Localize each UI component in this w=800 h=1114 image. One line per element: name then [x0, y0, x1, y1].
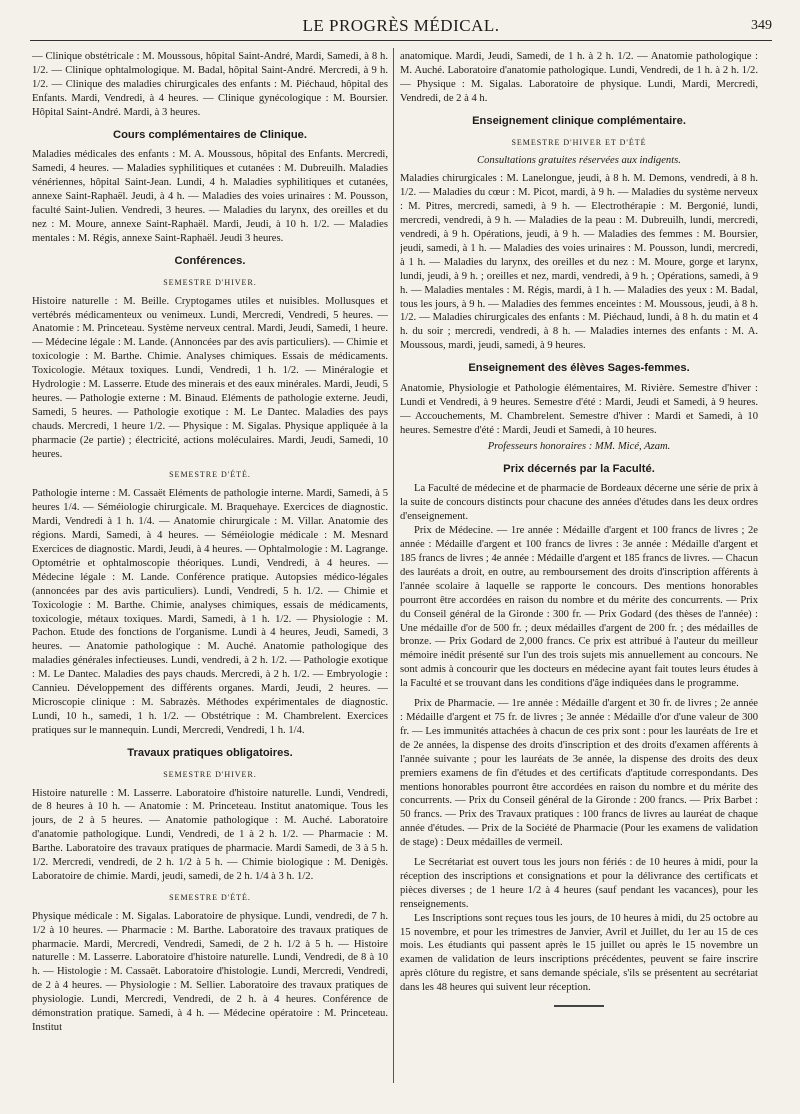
semestre-hiver-ete-label: SEMESTRE D'HIVER ET D'ÉTÉ: [511, 137, 647, 147]
prix-medecine-paragraph: Prix de Médecine. — 1re année : Médaille d'argent et 100 francs de livres ; 2e année : Médaille d'argent et 100 francs de livres : 3e année : Médaille d'argent et 185 francs de livres ; 4e année : Médaille d'argent et 185 francs de livres. — Chacun des lauréats a droit, en outre, au remboursement des droits d'inscription afférents à l'année scolaire à laquelle se rapporte le concours. Des mentions honorables pourront être accordées en raison du nombre et du mérite des concurrents. — Prix du Conseil général de la Gironde : 300 fr. — Prix Godard (des thèses de l'année) : Une médaille d'or de 500 fr. ; deux médailles d'argent de 200 fr. ; des médailles de bronze. — Prix Godard de 2,000 francs. Ce prix est attribué à l'auteur du meilleur mémoire inédit présenté sur l'un des trois sujets mis annuellement au concours. Ne sont admis à concourir que les docteurs en médecine ayant fait toutes leurs études à la Faculté et se trouvant dans les conditions d'âge indiquées dans le programme.: [400, 525, 758, 690]
cours-paragraph: Maladies médicales des enfants : M. A. Moussous, hôpital des Enfants. Mercredi, Samedi, 4 heures. — Maladies syphilitiques et cutanées : M. Dubreuilh. Maladies vénériennes, hôpital Saint-Jean. Lundi, 4 h. Maladies syphilitiques et cutanées, annexe Saint-Raphaël. Jeudi, à 4 h. — Maladies des voies urinaires : M. Pousson, faculté Saint-Julien. Vendredi, 3 heures. — Maladies du larynx, des oreilles et du nez : M. Moure, annexe Saint-Raphaël. Mardi, Jeudi, à 10 h. 1/2. — Maladies mentales : M. Régis, annexe Saint-Raphaël. Jeudi 3 heures.: [32, 149, 388, 244]
semestre-hiver-label-2: SEMESTRE D'HIVER.: [163, 769, 257, 779]
page-number: 349: [751, 18, 772, 33]
semestre-ete-label-2: SEMESTRE D'ÉTÉ.: [169, 892, 251, 902]
end-ornament: [554, 1005, 604, 1009]
travaux-ete-paragraph: Physique médicale : M. Sigalas. Laboratoire de physique. Lundi, vendredi, de 7 h. 1/2 à 10 heures. — Pharmacie : M. Barthe. Laboratoire des travaux pratiques de pharmacie. Mardi, Mercredi, Vendredi, Samedi, de 2 h. 1/2 à 5 h. — Histoire naturelle : M. Lasserre. Laboratoire d'histoire naturelle. Lundi, Vendredi, de 8 à 10 h. — Histologie : M. Cassaët. Laboratoire d'histologie. Lundi, Mercredi, Vendredi, de 2 à 4 heures. — Physiologie : M. Sellier. Laboratoire des travaux pratiques de physiologie. Lundi, Mercredi, Vendredi, de 2 h. à 4 heures. Conférence de démonstration pratique. Samedi, à 4 h. — Médecine opératoire : M. Princeteau. Institut: [32, 910, 388, 1033]
prix-intro-paragraph: La Faculté de médecine et de pharmacie de Bordeaux décerne une série de prix à la suite de concours distincts pour chacune des années d'études dans les deux ordres d'enseignement.: [400, 483, 758, 523]
travaux-heading: Travaux pratiques obligatoires.: [127, 746, 293, 759]
prix-heading: Prix décernés par la Faculté.: [503, 462, 655, 475]
prix-pharmacie-paragraph: Prix de Pharmacie. — 1re année : Médaille d'argent et 30 fr. de livres ; 2e année : Médaille d'argent et 75 fr. de livres ; 3e année : Médaille d'or d'une valeur de 300 fr. — Les immunités attachées à chacun de ces prix sont : pour les lauréats de 1re et de 2e années, la dispense des droits d'inscription et des droits d'examen afférents à l'année suivante ; pour les lauréats de 3e année, la dispense des droits des deux premiers examens de fin d'études et des certificats d'aptitude correspondants. Des mentions honorables pourront être accordées en raison du nombre et du mérite des concurrents. — Prix du Conseil général de la Gironde : 200 francs. — Prix Barbet : 50 francs. — Prix des Travaux pratiques : 100 francs de livres au lauréat de chaque année d'études. — Prix de la Société de Pharmacie (Pour les examens de validation de stage) : Deux médailles de vermeil.: [400, 698, 758, 849]
conferences-heading: Conférences.: [174, 254, 246, 267]
enseignement-heading: Enseignement clinique complémentaire.: [472, 114, 686, 127]
secretariat-paragraph: Le Secrétariat est ouvert tous les jours non fériés : de 10 heures à midi, pour la réception des inscriptions et consignations et pour la délivrance des certificats et pièces diverses ; de 1 heure 1/2 à 4 heures (sauf pendant les vacances), pour les renseignements.: [400, 857, 758, 910]
right-column: [400, 50, 758, 1094]
cliniques-paragraph: — Clinique obstétricale : M. Moussous, hôpital Saint-André, Mardi, Samedi, à 8 h. 1/2. — Clinique ophtalmologique. M. Badal, hôpital Saint-André. Mercredi, à 9 h. 1/2. — Clinique des maladies chirurgicales des enfants : M. Piéchaud, hôpital des Enfants. Mardi, Vendredi, à 4 heures. — Clinique gynécologique : M. Boursier. Hôpital Saint-André. Mardi, à 3 heures.: [32, 51, 388, 118]
semestre-hiver-label: SEMESTRE D'HIVER.: [163, 277, 257, 287]
column-divider: [393, 48, 394, 1083]
professeurs-honoraires: Professeurs honoraires : MM. Micé, Azam.: [487, 440, 671, 452]
cours-heading: Cours complémentaires de Clinique.: [113, 128, 307, 141]
travaux-hiver-paragraph: Histoire naturelle : M. Lasserre. Laboratoire d'histoire naturelle. Lundi, Vendredi, de 8 heures à 10 h. — Anatomie : M. Princeteau. Institut anatomique. Tous les jours, de 2 à 5 heures. — Anatomie pathologique : M. Auché. Laboratoire d'anatomie pathologique. Lundi, Vendredi, de 1 à 2 h. 1/2. — Pharmacie : M. Barthe. Laboratoire des travaux pratiques de pharmacie. Mardi Samedi, de 3 à 5 h. 1/2. Mercredi, vendredi, de 2 h. 1/2 à 5 h. — Chimie biologique : M. Denigès. Laboratoire de chimie. Mardi, jeudi, samedi, de 2 h. 1/4 à 3 h. 1/2.: [32, 787, 388, 882]
page-header: [30, 10, 772, 41]
sages-femmes-heading: Enseignement des élèves Sages-femmes.: [468, 362, 690, 375]
left-column: [32, 50, 388, 1094]
consultations-subtitle: Consultations gratuites réservées aux indigents.: [477, 155, 681, 167]
sages-femmes-paragraph: Anatomie, Physiologie et Pathologie élémentaires, M. Rivière. Semestre d'hiver : Lundi et Vendredi, à 9 heures. Semestre d'été : Mardi, Jeudi et Samedi, à 9 heures. — Accouchements, M. Chambrelent. Semestre d'hiver : Mardi et Samedi, à 10 heures. Semestre d'été : Mardi, Jeudi et Samedi, à 10 heures.: [400, 383, 758, 436]
consultations-paragraph: Maladies chirurgicales : M. Lanelongue, jeudi, à 8 h. M. Demons, vendredi, à 8 h. 1/2. — Maladies du cœur : M. Picot, mardi, à 9 h. — Maladies du système nerveux : M. Pitres, mercredi, samedi, à 9 h. — Electrothérapie : M. Bergonié, lundi, mercredi, vendredi, à 9 h. — Maladies de la peau : M. Dubreuilh, lundi, mercredi, vendredi, à 9 h. Opérations, jeudi, à 9 h. — Maladies des femmes : M. Boursier, jeudi, samedi, à 1 h. — Maladies des voies urinaires : M. Pousson, lundi, mercredi, à 1 h. — Maladies du larynx, des oreilles et du nez : M. Moure, gorge et larynx, lundi, jeudi, à 9 h. ; oreilles et nez, mardi, vendredi, à 9 h. ; Opérations, samedi, à 9 h. — Maladies mentales : M. Régis, mardi, à 1 h. — Maladies des yeux : M. Badal, tous les jours, à 9 h. — Maladies des femmes enceintes : M. Moussous, jeudi, à 8 h. 1/2. — Maladies chirurgicales des enfants : M. Piéchaud, lundi, à 8 h. du matin et 4 h. du soir ; mercredi, vendredi, à 8 h. — Maladies internes des enfants : M. A. Moussous, mardi, jeudi, samedi, à 9 heures.: [400, 173, 758, 352]
semestre-ete-label: SEMESTRE D'ÉTÉ.: [169, 470, 251, 480]
inscriptions-paragraph: Les Inscriptions sont reçues tous les jours, de 10 heures à midi, du 25 octobre au 15 novembre, et pour les trimestres de Janvier, Avril et Juillet, du 1er au 15 de ces mois. Les étudiants qui passent après le 15 juillet ou après le 15 novembre un examen de validation de leurs inscriptions précédentes, peuvent se faire inscrire après clôture du registre, et sans demande spéciale, s'ils se présentent au secrétariat dans les 48 heures qui suivent leur réception.: [400, 912, 758, 994]
conferences-ete-paragraph: Pathologie interne : M. Cassaët Eléments de pathologie interne. Mardi, Samedi, à 5 heures 1/4. — Séméiologie chirurgicale. M. Braquehaye. Exercices de diagnostic. Mardi, Vendredi à 1 h. 1/4. — Anatomie chirurgicale : M. Villar. Anatomie des régions. Mardi, Samedi, à 4 heures. — Séméiologie médicale : M. Mesnard Exercices de diagnostic. Mardi, Jeudi, à 4 heures. — Ophtalmologie : M. Lagrange. Optométrie et ophtalmoscopie théoriques. Lundi, Vendredi, à 4 heures. — Médecine légale : M. Lande. Conférence pratique. Autopsies médico-légales (annoncées par des avis particuliers). Lundi, Vendredi, 5 h. 1/2. — Chimie et Toxicologie : M. Barthe. Chimie, analyses chimiques, essais de médicaments, toxicologie, métaux toxiques. Mardi, Samedi, à 1 h. 1/2. — Physiologie : M. Pachon. Etude des fonctions de l'organisme. Lundi à 4 heures, Jeudi, Samedi, 3 heures. — Anatomie pathologique : M. Auché. Anatomie pathologique des maladies générales infectieuses. Lundi, vendredi, à 2 h. 1/2. — Pathologie exotique : M. Le Dantec. Maladies des pays chauds. Mercredi, à 2 h. 1/2. — Embryologie : Cannieu. Développement des différents organes. Mardi, Jeudi, 2 heures. — Microscopie clinique : M. Sabrazès. Méthodes expérimentales de diagnostic. Lundi, 10 h., samedi, 1 h. 1/2. — Obstétrique : M. Chambrelent. Exercices pratiques sur le mannequin. Lundi, Mercredi, Vendredi, 1 h. 1/4.: [32, 488, 388, 736]
conferences-hiver-paragraph: Histoire naturelle : M. Beille. Cryptogames utiles et nuisibles. Mollusques et vertébrés médicamenteux ou venimeux. Lundi, Mercredi, Vendredi, 5 heures. — Anatomie : M. Princeteau. Système nerveux central. Mardi, Jeudi, Samedi, 1 heure. — Médecine légale : M. Lande. (Annoncées par des avis particuliers). — Chimie et toxicologie : M. Barthe. Chimie. Analyses chimiques. Essais de médicaments. Toxicologie. Métaux toxiques. Lundi, Vendredi, 1 h. 1/2. — Minéralogie et Hydrologie : M. Lasserre. Etude des minerais et des eaux minérales. Mardi, Jeudi, 5 heures. — Pathologie externe : M. Binaud. Eléments de pathologie externe. Jeudi, Samedi, 5 heures. — Pathologie exotique : M. Le Dantec. Maladies des pays chauds. Mercredi, 1 heure 1/2. — Physique : M. Sigalas. Physique appliquée à la pharmacie (2e partie) ; électricité, actions moléculaires. Mardi, Jeudi, Samedi, 10 heures.: [32, 295, 388, 460]
continuation-paragraph: anatomique. Mardi, Jeudi, Samedi, de 1 h. à 2 h. 1/2. — Anatomie pathologique : M. Auché. Laboratoire d'anatomie pathologique. Lundi, Vendredi, de 1 h. à 2 h. 1/2. — Physique : M. Sigalas. Laboratoire de physique. Lundi, Mardi, Mercredi, Vendredi, de 2 à 4 h.: [400, 51, 758, 104]
journal-title: LE PROGRÈS MÉDICAL.: [302, 16, 500, 35]
